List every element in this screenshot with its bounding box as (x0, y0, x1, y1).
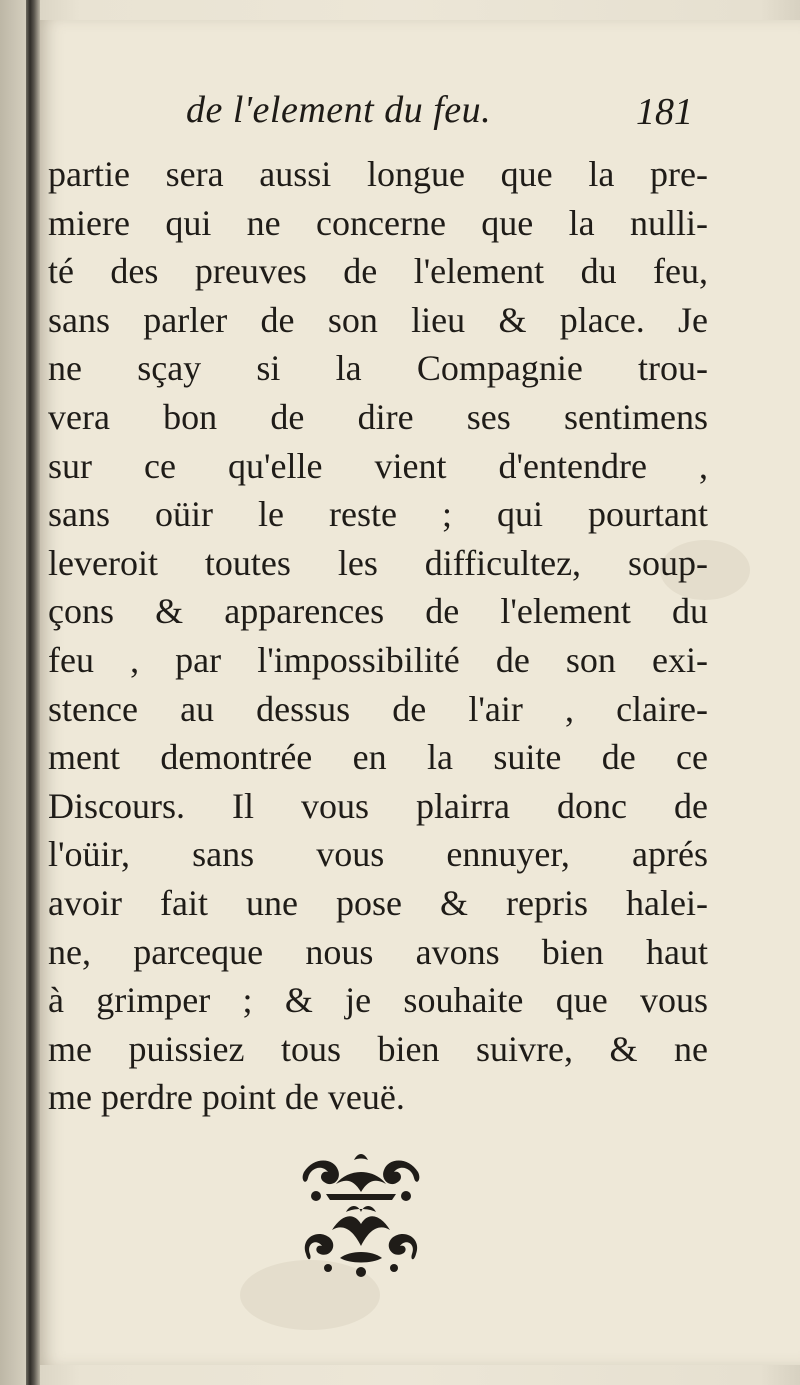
text-line: avoir fait une pose & repris halei- (48, 882, 708, 923)
text-line: sans parler de son lieu & place. Je (48, 299, 708, 340)
text-line: Discours. Il vous plairra donc de (48, 785, 708, 826)
text-line: partie sera aussi longue que la pre- (48, 154, 708, 194)
floral-tailpiece-ornament-icon (296, 1150, 426, 1280)
text-line: stence au dessus de l'air , claire- (48, 688, 708, 729)
text-line: té des preuves de l'element du feu, (48, 251, 708, 292)
text-line: me puissiez tous bien suivre, & ne (48, 1028, 708, 1069)
text-line: vera bon de dire ses sentimens (48, 396, 708, 437)
running-title: de l'element du feu. (186, 89, 492, 131)
text-line: ne sçay si la Compagnie trou- (48, 348, 708, 389)
text-line: ne, parceque nous avons bien haut (48, 931, 708, 972)
text-line: sur ce qu'elle vient d'entendre , (48, 445, 708, 486)
book-spine-shadow (26, 0, 40, 1385)
text-line: ment demontrée en la suite de ce (48, 737, 708, 778)
text-line: leveroit toutes les difficultez, soup- (48, 542, 708, 583)
text-line: me perdre point de veuë. (48, 1077, 405, 1118)
page-number: 181 (636, 91, 693, 133)
text-line: sans oüir le reste ; qui pourtant (48, 494, 708, 535)
text-line: miere qui ne concerne que la nulli- (48, 202, 708, 243)
text-line: à grimper ; & je souhaite que vous (48, 980, 708, 1021)
text-line: feu , par l'impossibilité de son exi- (48, 639, 708, 680)
text-line: l'oüir, sans vous ennuyer, aprés (48, 834, 708, 875)
body-text (48, 150, 708, 1122)
text-line: çons & apparences de l'element du (48, 591, 708, 632)
